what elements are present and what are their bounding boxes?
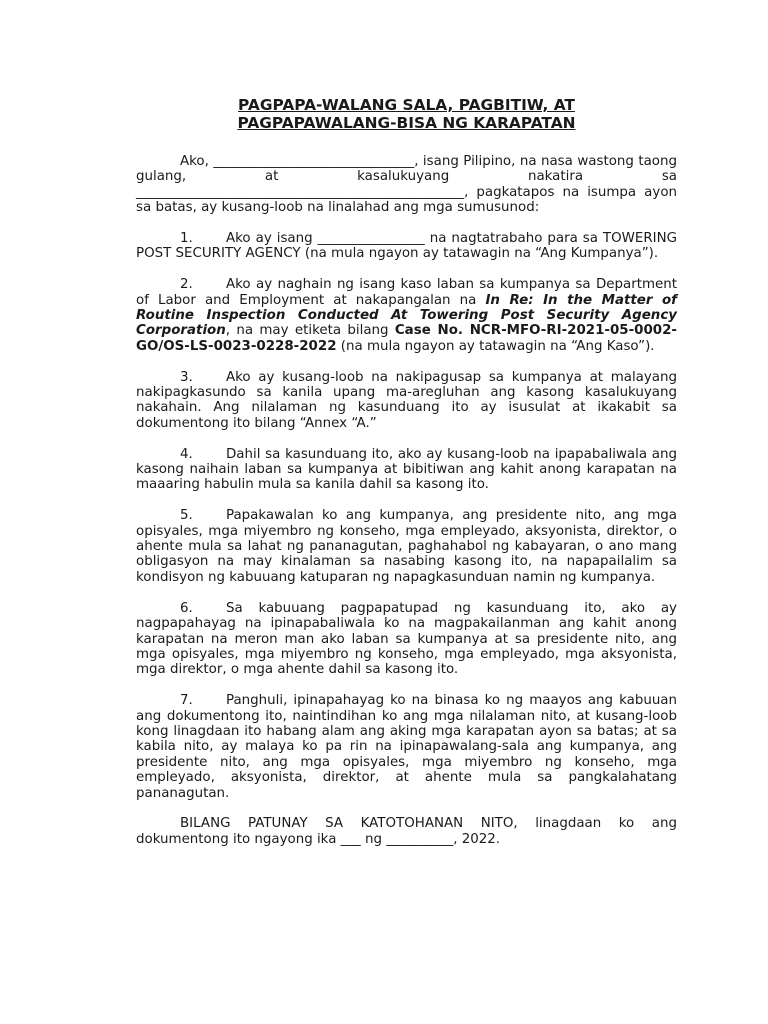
item-6-text: Sa kabuuang pagpapatupad ng kasunduang ito, ako ay nagpapahayag na ipinapabaliwala ko na magpakailanman ang kahit anong karapatan na meron man ako laban sa kumpanya at sa presidente nito, ang mga opisyales, mga miyembro ng konseho, mga empleyado, mga aksyonista, mga direktor, o mga ahente dahil sa kasong ito. bbox=[136, 600, 677, 678]
closing-paragraph bbox=[136, 816, 677, 847]
item-1-text-1: Ako ay isang bbox=[226, 231, 318, 247]
item-2-text-2: , na may etiketa bilang bbox=[225, 323, 395, 339]
intro-text-1: Ako, bbox=[180, 154, 214, 169]
address-blank: _________________________________________________ bbox=[136, 184, 465, 200]
case-number: Case No. NCR-MFO-RI-2021-05-0002-GO/OS-LS-0023-0228-2022 bbox=[136, 323, 677, 354]
item-number: 2. bbox=[180, 277, 193, 293]
intro-paragraph bbox=[136, 154, 677, 216]
item-number: 1. bbox=[180, 231, 193, 247]
item-number: 7. bbox=[180, 693, 193, 709]
document-title bbox=[136, 96, 677, 132]
intro-text-2: , isang Pilipino, na nasa wastong taong gulang, at kasalukuyang nakatira sa bbox=[136, 154, 677, 185]
day-blank: ___ bbox=[340, 831, 361, 847]
item-number: 4. bbox=[180, 446, 193, 462]
item-number: 6. bbox=[180, 600, 193, 616]
item-3 bbox=[136, 370, 677, 432]
intro-text-3: , pagkatapos na isumpa ayon sa batas, ay kusang-loob na linalahad ang mga sumusunod: bbox=[136, 184, 677, 216]
item-6 bbox=[136, 601, 677, 678]
closing-text-3: , 2022. bbox=[453, 831, 501, 847]
title-line-2: PAGPAPAWALANG-BISA NG KARAPATAN bbox=[237, 114, 576, 132]
item-7 bbox=[136, 693, 677, 801]
item-1 bbox=[136, 231, 677, 262]
item-5 bbox=[136, 508, 677, 585]
case-title: In Re: In the Matter of Routine Inspection Conducted At Towering Post Security Agency Corporation bbox=[136, 292, 678, 339]
month-blank: __________ bbox=[386, 831, 454, 847]
item-5-text: Papakawalan ko ang kumpanya, ang presidente nito, ang mga opisyales, mga miyembro ng konseho, mga empleyado, aksyonista, direktor, o ahente mula sa lahat ng pananagutan, paghahabol ng kabayaran, o ano mang obligasyon na may kinalaman sa nasabing kasong ito, na napapailalim sa kondisyon ng kabuuang katuparan ng napagkasunduan namin ng kumpanya. bbox=[136, 508, 677, 585]
closing-text-1: BILANG PATUNAY SA KATOTOHANAN NITO, linagdaan ko ang dokumentong ito ngayong ika bbox=[136, 816, 677, 847]
item-2 bbox=[136, 277, 677, 354]
item-4-text: Dahil sa kasunduang ito, ako ay kusang-loob na ipapabaliwala ang kasong naihain laban sa kumpanya at bibitiwan ang kahit anong karapatan na maaaring habulin mula sa kanila dahil sa kasong ito. bbox=[136, 446, 677, 493]
position-blank: ________________ bbox=[317, 231, 425, 247]
item-7-text: Panghuli, ipinapahayag ko na binasa ko ng maayos ang kabuuan ang dokumentong ito, naintindihan ko ang mga nilalaman nito, at kusang-loob kong linagdaan ito habang alam ang aking mga karapatan ayon sa batas; at sa kabila nito, ay malaya ko pa rin na ipinapawalang-sala ang kumpanya, ang presidente nito, ang mga opisyales, mga miyembro ng konseho, mga empleyado, aksyonista, direktor, at ahente mula sa pangkalahatang pananagutan. bbox=[136, 693, 677, 801]
item-number: 3. bbox=[180, 369, 193, 385]
name-blank: ______________________________ bbox=[213, 154, 415, 169]
item-3-text: Ako ay kusang-loob na nakipagusap sa kumpanya at malayang nakipagkasundo sa kanila upang ma-aregluhan ang kasong kasalukuyang nakahain. Ang nilalaman ng kasunduang ito ay isusulat at ikakabit sa dokumentong ito bilang “Annex “A.” bbox=[136, 369, 677, 431]
title-line-1: PAGPAPA-WALANG SALA, PAGBITIW, AT bbox=[238, 96, 575, 114]
item-1-text-2: na nagtatrabaho para sa TOWERING POST SECURITY AGENCY (na mula ngayon ay tatawagin na “Ang Kumpanya”). bbox=[136, 231, 678, 262]
item-number: 5. bbox=[180, 508, 193, 524]
document-page bbox=[136, 96, 677, 863]
item-4 bbox=[136, 447, 677, 493]
closing-text-2: ng bbox=[360, 831, 387, 847]
item-2-text-1: Ako ay naghain ng isang kaso laban sa kumpanya sa Department of Labor and Employment at nakapangalan na bbox=[136, 277, 677, 308]
item-2-text-3: (na mula ngayon ay tatawagin na “Ang Kaso”). bbox=[336, 338, 655, 354]
